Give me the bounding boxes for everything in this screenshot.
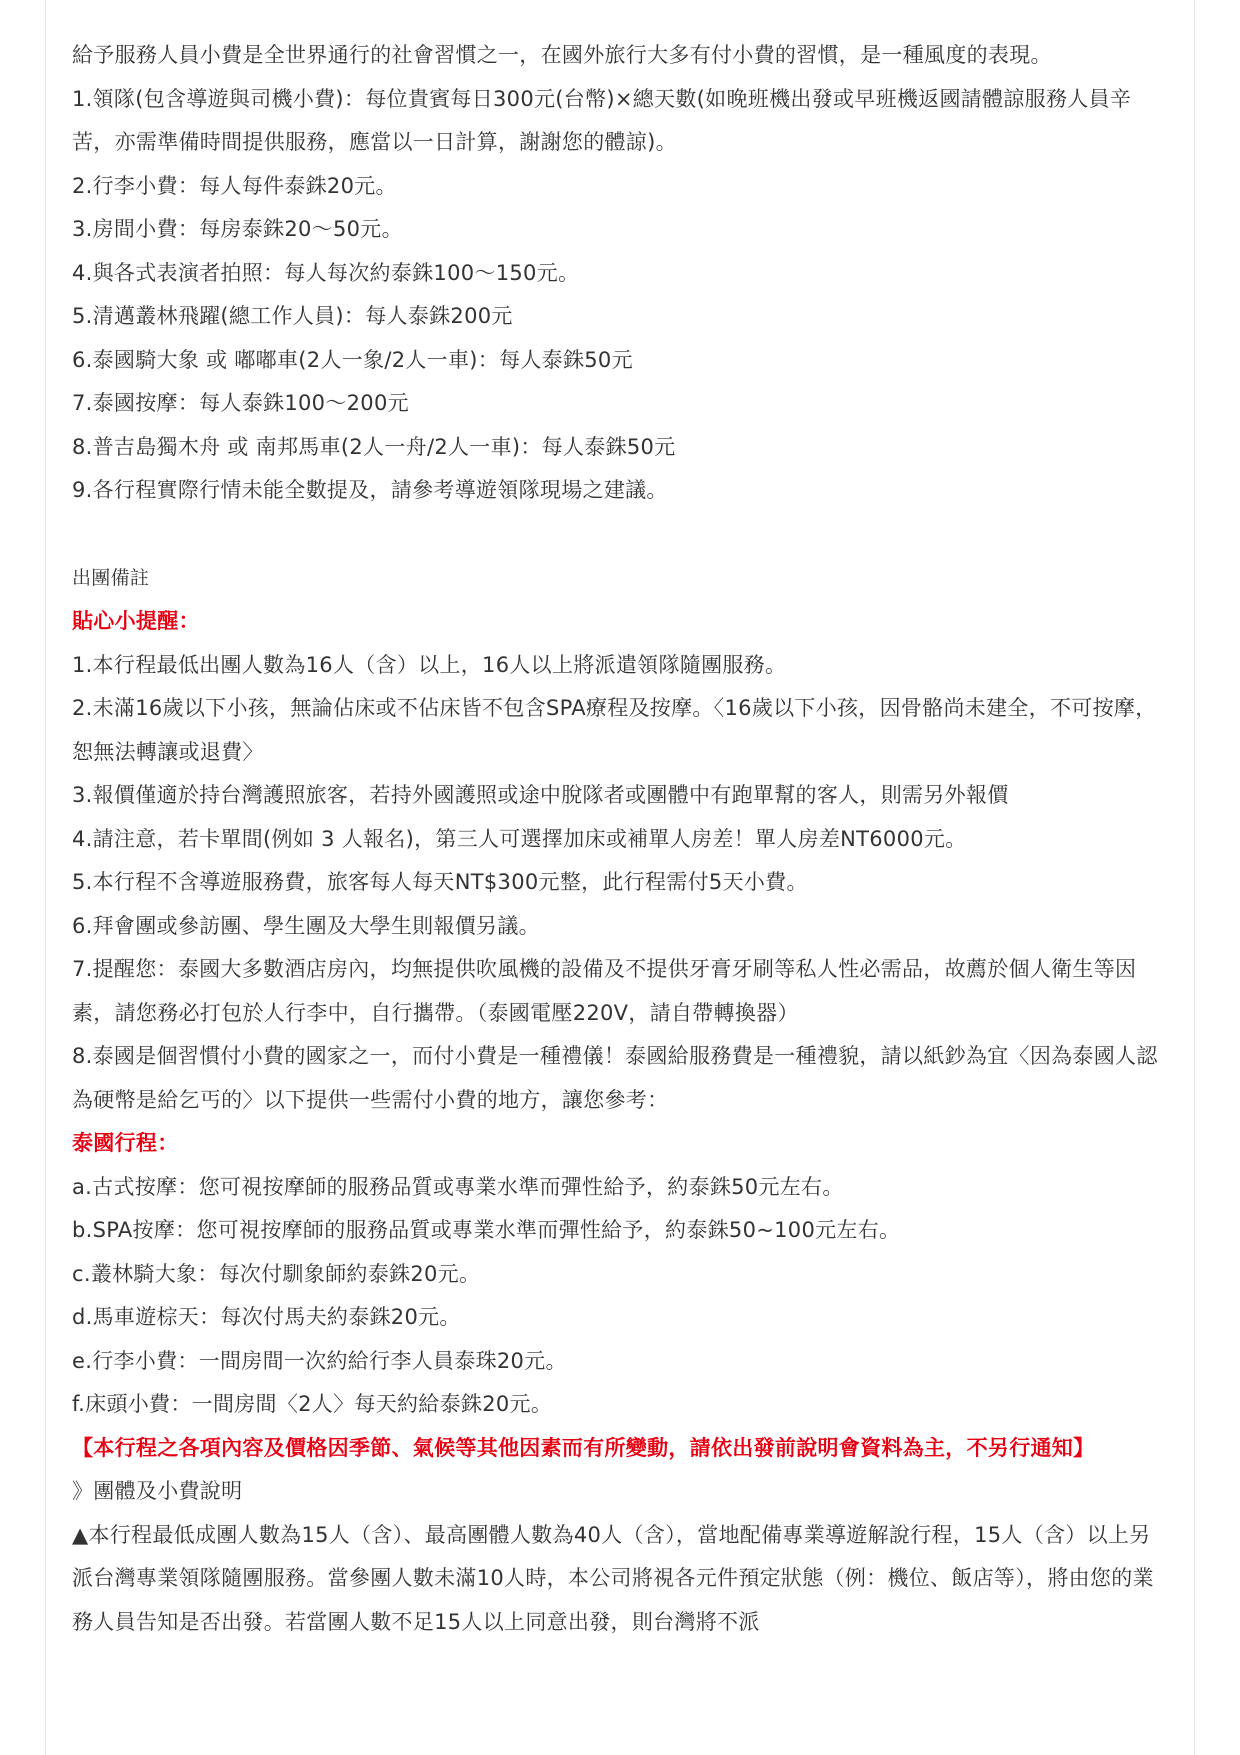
note-item: 8.泰國是個習慣付小費的國家之一，而付小費是一種禮儀！泰國給服務費是一種禮貌，請以紙鈔為宜〈因為泰國人認為硬幣是給乞丐的〉以下提供一些需付小費的地方，讓您參考： (72, 1044, 1158, 1112)
section-title: 出團備註 (72, 566, 150, 589)
tipping-item: 5.清邁叢林飛躍(總工作人員)：每人泰銖200元 (72, 304, 513, 328)
disclaimer-notice: 【本行程之各項內容及價格因季節、氣候等其他因素而有所變動，請依出發前說明會資料為主，不另行通知】 (72, 1435, 1095, 1460)
thailand-tip-item: c.叢林騎大象：每次付馴象師約泰銖20元。 (72, 1261, 481, 1286)
tipping-item: 9.各行程實際行情未能全數提及，請參考導遊領隊現場之建議。 (72, 478, 668, 502)
thailand-tip-item: a.古式按摩：您可視按摩師的服務品質或專業水準而彈性給予，約泰銖50元左右。 (72, 1174, 844, 1199)
tipping-item: 1.領隊(包含導遊與司機小費)：每位貴賓每日300元(台幣)×總天數(如晚班機出發或早班機返國請體諒服務人員辛苦，亦需準備時間提供服務，應當以一日計算，謝謝您的體諒)。 (72, 86, 1132, 154)
tipping-item: 2.行李小費：每人每件泰銖20元。 (72, 173, 397, 198)
section-spacer (72, 513, 1170, 557)
group-description: ▲本行程最低成團人數為15人（含）、最高團體人數為40人（含），當地配備專業導遊解說行程，15人（含）以上另派台灣專業領隊隨團服務。當參團人數未滿10人時，本公司將視各元件預定狀態（例：機位、飯店等），將由您的業務人員告知是否出發。若當團人數不足15人以上同意出發，則台灣將不派 (72, 1522, 1154, 1634)
tipping-intro: 給予服務人員小費是全世界通行的社會習慣之一，在國外旅行大多有付小費的習慣，是一種風度的表現。 (72, 43, 1052, 67)
note-item: 6.拜會團或參訪團、學生團及大學生則報價另議。 (72, 913, 540, 938)
note-item: 1.本行程最低出團人數為16人（含）以上，16人以上將派遣領隊隨團服務。 (72, 652, 787, 677)
note-item: 2.未滿16歲以下小孩，無論佔床或不佔床皆不包含SPA療程及按摩。〈16歲以下小孩，因骨骼尚未建全，不可按摩，恕無法轉讓或退費〉 (72, 696, 1157, 764)
thailand-tip-item: e.行李小費：一間房間一次約給行李人員泰珠20元。 (72, 1348, 567, 1373)
tipping-item: 4.與各式表演者拍照：每人每次約泰銖100～150元。 (72, 260, 580, 285)
thailand-heading: 泰國行程： (72, 1131, 179, 1155)
note-item: 7.提醒您：泰國大多數酒店房內，均無提供吹風機的設備及不提供牙膏牙刷等私人性必需品，故薦於個人衛生等因素，請您務必打包於人行李中，自行攜帶。（泰國電壓220V，請自帶轉換器） (72, 957, 1137, 1025)
thailand-tip-item: d.馬車遊棕天：每次付馬夫約泰銖20元。 (72, 1305, 461, 1329)
tipping-item: 8.普吉島獨木舟 或 南邦馬車(2人一舟/2人一車)：每人泰銖50元 (72, 434, 676, 459)
group-heading: 》團體及小費說明 (72, 1479, 243, 1503)
note-item: 4.請注意，若卡單間(例如 3 人報名)，第三人可選擇加床或補單人房差！單人房差NT6000元。 (72, 826, 967, 851)
tipping-item: 3.房間小費：每房泰銖20～50元。 (72, 217, 403, 241)
note-item: 3.報價僅適於持台灣護照旅客，若持外國護照或途中脫隊者或團體中有跑單幫的客人，則需另外報價 (72, 783, 1009, 807)
reminder-heading: 貼心小提醒： (72, 609, 200, 633)
tipping-item: 6.泰國騎大象 或 嘟嘟車(2人一象/2人一車)：每人泰銖50元 (72, 347, 633, 372)
tipping-item: 7.泰國按摩：每人泰銖100～200元 (72, 391, 409, 415)
note-item: 5.本行程不含導遊服務費，旅客每人每天NT$300元整，此行程需付5天小費。 (72, 870, 808, 894)
document-body (45, 0, 1195, 1755)
thailand-tip-item: f.床頭小費：一間房間〈2人〉每天約給泰銖20元。 (72, 1392, 553, 1416)
thailand-tip-item: b.SPA按摩：您可視按摩師的服務品質或專業水準而彈性給予，約泰銖50~100元左右。 (72, 1218, 901, 1242)
